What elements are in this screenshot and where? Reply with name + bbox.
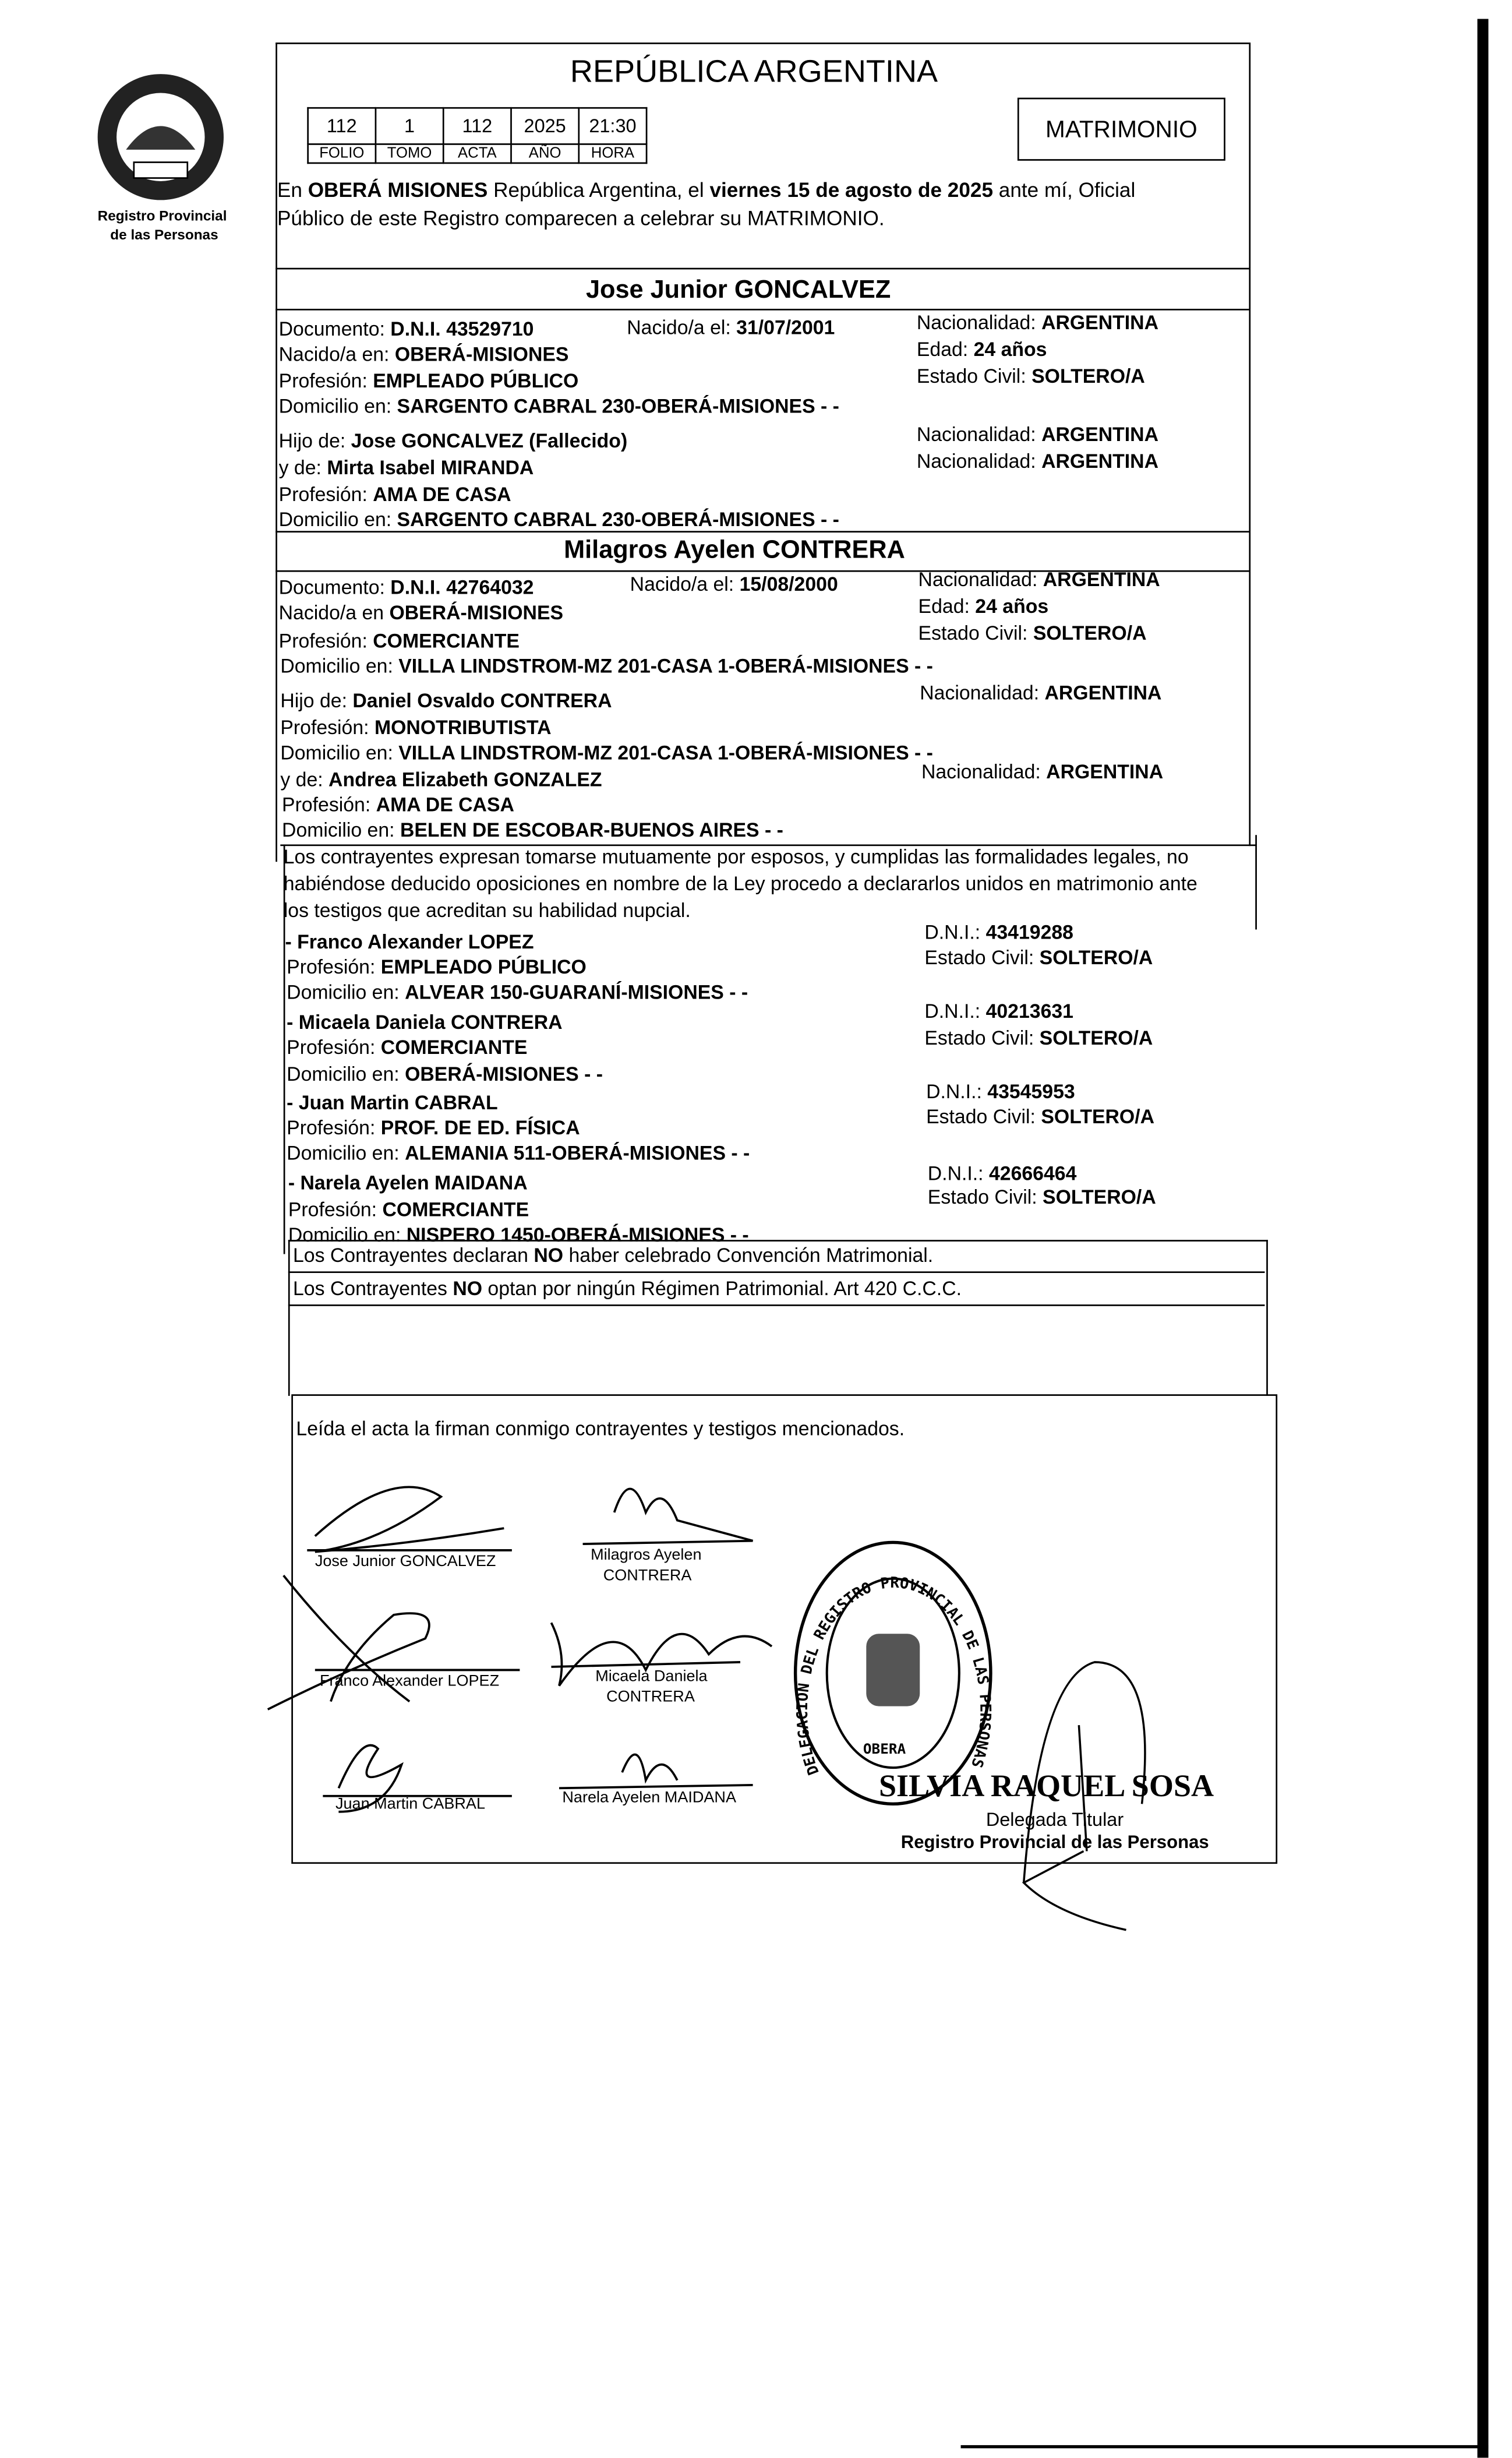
spouse2-father-profession: Profesión: MONOTRIBUTISTA xyxy=(280,717,552,739)
divider xyxy=(275,268,1249,270)
signature-label: CONTRERA xyxy=(603,1567,692,1585)
witness-address: Domicilio en: ALEMANIA 511-OBERÁ-MISIONES - - xyxy=(287,1142,750,1165)
spouse1-father-nationality: Nacionalidad: ARGENTINA xyxy=(916,424,1159,446)
witness-address: Domicilio en: ALVEAR 150-GUARANÍ-MISIONES - - xyxy=(287,981,748,1004)
spouse2-nationality: Nacionalidad: ARGENTINA xyxy=(918,569,1160,591)
officer-name: SILVIA RAQUEL SOSA xyxy=(878,1769,1214,1804)
signature-label: Milagros Ayelen xyxy=(591,1547,702,1565)
witness-address: Domicilio en: NISPERO 1450-OBERÁ-MISIONES - - xyxy=(288,1224,749,1247)
witness-name: - Micaela Daniela CONTRERA xyxy=(287,1011,563,1034)
spouse2-age: Edad: 24 años xyxy=(918,595,1049,618)
spouse2-profession: Profesión: COMERCIANTE xyxy=(278,630,520,653)
spouse1-birthplace: Nacido/a en: OBERÁ-MISIONES xyxy=(278,343,569,366)
tomo-value: 1 xyxy=(376,108,443,144)
signature-label: Jose Junior GONCALVEZ xyxy=(315,1553,496,1571)
spouse2-address: Domicilio en: VILLA LINDSTROM-MZ 201-CASA 1-OBERÁ-MISIONES - - xyxy=(280,655,933,678)
spouse2-name: Milagros Ayelen CONTRERA xyxy=(564,537,905,565)
witness-profession: Profesión: COMERCIANTE xyxy=(288,1198,529,1221)
witness-civil-status: Estado Civil: SOLTERO/A xyxy=(924,947,1153,969)
handwritten-signatures xyxy=(252,1450,819,1843)
witness-address: Domicilio en: OBERÁ-MISIONES - - xyxy=(287,1063,603,1086)
patrimonial-regime-statement: Los Contrayentes NO optan por ningún Régimen Patrimonial. Art 420 C.C.C. xyxy=(292,1278,962,1300)
scan-edge-bar xyxy=(1478,19,1489,2457)
spouse1-mother-address: Domicilio en: SARGENTO CABRAL 230-OBERÁ-MISIONES - - xyxy=(278,509,839,531)
frame-right xyxy=(1249,43,1250,846)
spouse2-mother-address: Domicilio en: BELEN DE ESCOBAR-BUENOS AIRES - - xyxy=(282,819,783,842)
spouse2-mother-profession: Profesión: AMA DE CASA xyxy=(282,794,514,816)
witness-profession: Profesión: PROF. DE ED. FÍSICA xyxy=(287,1117,580,1140)
spouse1-nationality: Nacionalidad: ARGENTINA xyxy=(916,312,1159,334)
signature-label: Narela Ayelen MAIDANA xyxy=(562,1789,737,1807)
declaration-line: Los contrayentes expresan tomarse mutuamente por esposos, y cumplidas las formalidades legales, no xyxy=(283,846,1189,869)
intro-line-1: En OBERÁ MISIONES República Argentina, el viernes 15 de agosto de 2025 ante mí, Oficial xyxy=(277,178,1136,202)
witness-profession: Profesión: EMPLEADO PÚBLICO xyxy=(287,956,587,979)
witness-civil-status: Estado Civil: SOLTERO/A xyxy=(926,1106,1155,1129)
frame-top xyxy=(275,43,1249,44)
act-type-box: MATRIMONIO xyxy=(1018,98,1225,161)
witness-dni: D.N.I.: 43419288 xyxy=(924,921,1073,944)
spouse2-mother: y de: Andrea Elizabeth GONZALEZ xyxy=(280,768,602,791)
spouse1-mother-profession: Profesión: AMA DE CASA xyxy=(278,484,511,506)
stamp-center-text: OBERA xyxy=(863,1740,906,1757)
logo-caption: de las Personas xyxy=(110,227,218,243)
acta-label: ACTA xyxy=(443,144,511,163)
frame-left xyxy=(275,43,277,862)
folio-value: 112 xyxy=(308,108,376,144)
witness-civil-status: Estado Civil: SOLTERO/A xyxy=(927,1186,1156,1209)
witness-profession: Profesión: COMERCIANTE xyxy=(287,1036,528,1059)
scan-bottom-line xyxy=(961,2445,1489,2448)
officer-signature xyxy=(1008,1615,1165,1930)
witness-civil-status: Estado Civil: SOLTERO/A xyxy=(924,1027,1153,1049)
spouse1-father: Hijo de: Jose GONCALVEZ (Fallecido) xyxy=(278,430,628,453)
year-label: AÑO xyxy=(511,144,579,163)
witness-name: - Franco Alexander LOPEZ xyxy=(285,931,534,954)
signature-label: Juan Martin CABRAL xyxy=(335,1796,486,1814)
signature-label: Franco Alexander LOPEZ xyxy=(319,1673,500,1691)
spouse1-name: Jose Junior GONCALVEZ xyxy=(585,277,891,304)
divider xyxy=(288,1304,1265,1306)
spouse1-address: Domicilio en: SARGENTO CABRAL 230-OBERÁ-MISIONES - - xyxy=(278,395,839,418)
year-value: 2025 xyxy=(511,108,579,144)
spouse2-father: Hijo de: Daniel Osvaldo CONTRERA xyxy=(280,690,612,713)
spouse1-age: Edad: 24 años xyxy=(916,338,1047,361)
spouse2-birthdate: Nacido/a el: 15/08/2000 xyxy=(630,573,838,596)
matrimonial-convention-statement: Los Contrayentes declaran NO haber celebrado Convención Matrimonial. xyxy=(292,1244,934,1267)
spouse2-mother-nationality: Nacionalidad: ARGENTINA xyxy=(921,761,1164,783)
signature-label: Micaela Daniela xyxy=(595,1668,708,1686)
spouse1-profession: Profesión: EMPLEADO PÚBLICO xyxy=(278,370,579,393)
divider xyxy=(275,309,1249,311)
intro-line-2: Público de este Registro comparecen a celebrar su MATRIMONIO. xyxy=(277,206,885,230)
witness-name: - Narela Ayelen MAIDANA xyxy=(288,1172,528,1194)
spouse2-father-address: Domicilio en: VILLA LINDSTROM-MZ 201-CASA 1-OBERÁ-MISIONES - - xyxy=(280,742,933,764)
spouse2-civil-status: Estado Civil: SOLTERO/A xyxy=(918,622,1147,645)
witness-name: - Juan Martin CABRAL xyxy=(287,1092,498,1114)
witness-dni: D.N.I.: 43545953 xyxy=(926,1081,1075,1103)
hour-value: 21:30 xyxy=(579,108,647,144)
stamp-ring-text: DELEGACION DEL REGISTRO PROVINCIAL DE LAS PERSONAS xyxy=(793,1574,994,1778)
spouse2-father-nationality: Nacionalidad: ARGENTINA xyxy=(920,682,1162,704)
spouse1-birthdate: Nacido/a el: 31/07/2001 xyxy=(627,316,835,339)
spouse1-document: Documento: D.N.I. 43529710 xyxy=(278,318,534,341)
declaration-line: los testigos que acreditan su habilidad nupcial. xyxy=(283,900,691,922)
acta-value: 112 xyxy=(443,108,511,144)
declaration-line: habiéndose deducido oposiciones en nombre de la Ley procedo a declararlos unidos en matrimonio ante xyxy=(283,873,1197,895)
divider xyxy=(275,531,1249,532)
closing-statement: Leída el acta la firman conmigo contrayentes y testigos mencionados. xyxy=(296,1417,905,1440)
witness-dni: D.N.I.: 42666464 xyxy=(927,1162,1077,1185)
frame-right xyxy=(1255,835,1257,929)
province-seal-logo xyxy=(87,71,236,205)
witness-dni: D.N.I.: 40213631 xyxy=(924,1000,1073,1023)
divider xyxy=(288,1271,1265,1273)
spouse1-civil-status: Estado Civil: SOLTERO/A xyxy=(916,365,1145,388)
spouse2-document: Documento: D.N.I. 42764032 xyxy=(278,576,534,599)
registry-table xyxy=(307,107,647,164)
spouse1-mother-nationality: Nacionalidad: ARGENTINA xyxy=(916,450,1159,473)
signature-label: CONTRERA xyxy=(606,1688,695,1706)
tomo-label: TOMO xyxy=(376,144,443,163)
hour-label: HORA xyxy=(579,144,647,163)
spouse1-mother: y de: Mirta Isabel MIRANDA xyxy=(278,457,534,479)
officer-role: Delegada Titular xyxy=(985,1808,1124,1831)
logo-caption: Registro Provincial xyxy=(97,207,227,224)
spouse2-birthplace: Nacido/a en OBERÁ-MISIONES xyxy=(278,602,564,624)
folio-label: FOLIO xyxy=(308,144,376,163)
officer-office: Registro Provincial de las Personas xyxy=(900,1833,1209,1853)
country-title: REPÚBLICA ARGENTINA xyxy=(570,55,938,90)
